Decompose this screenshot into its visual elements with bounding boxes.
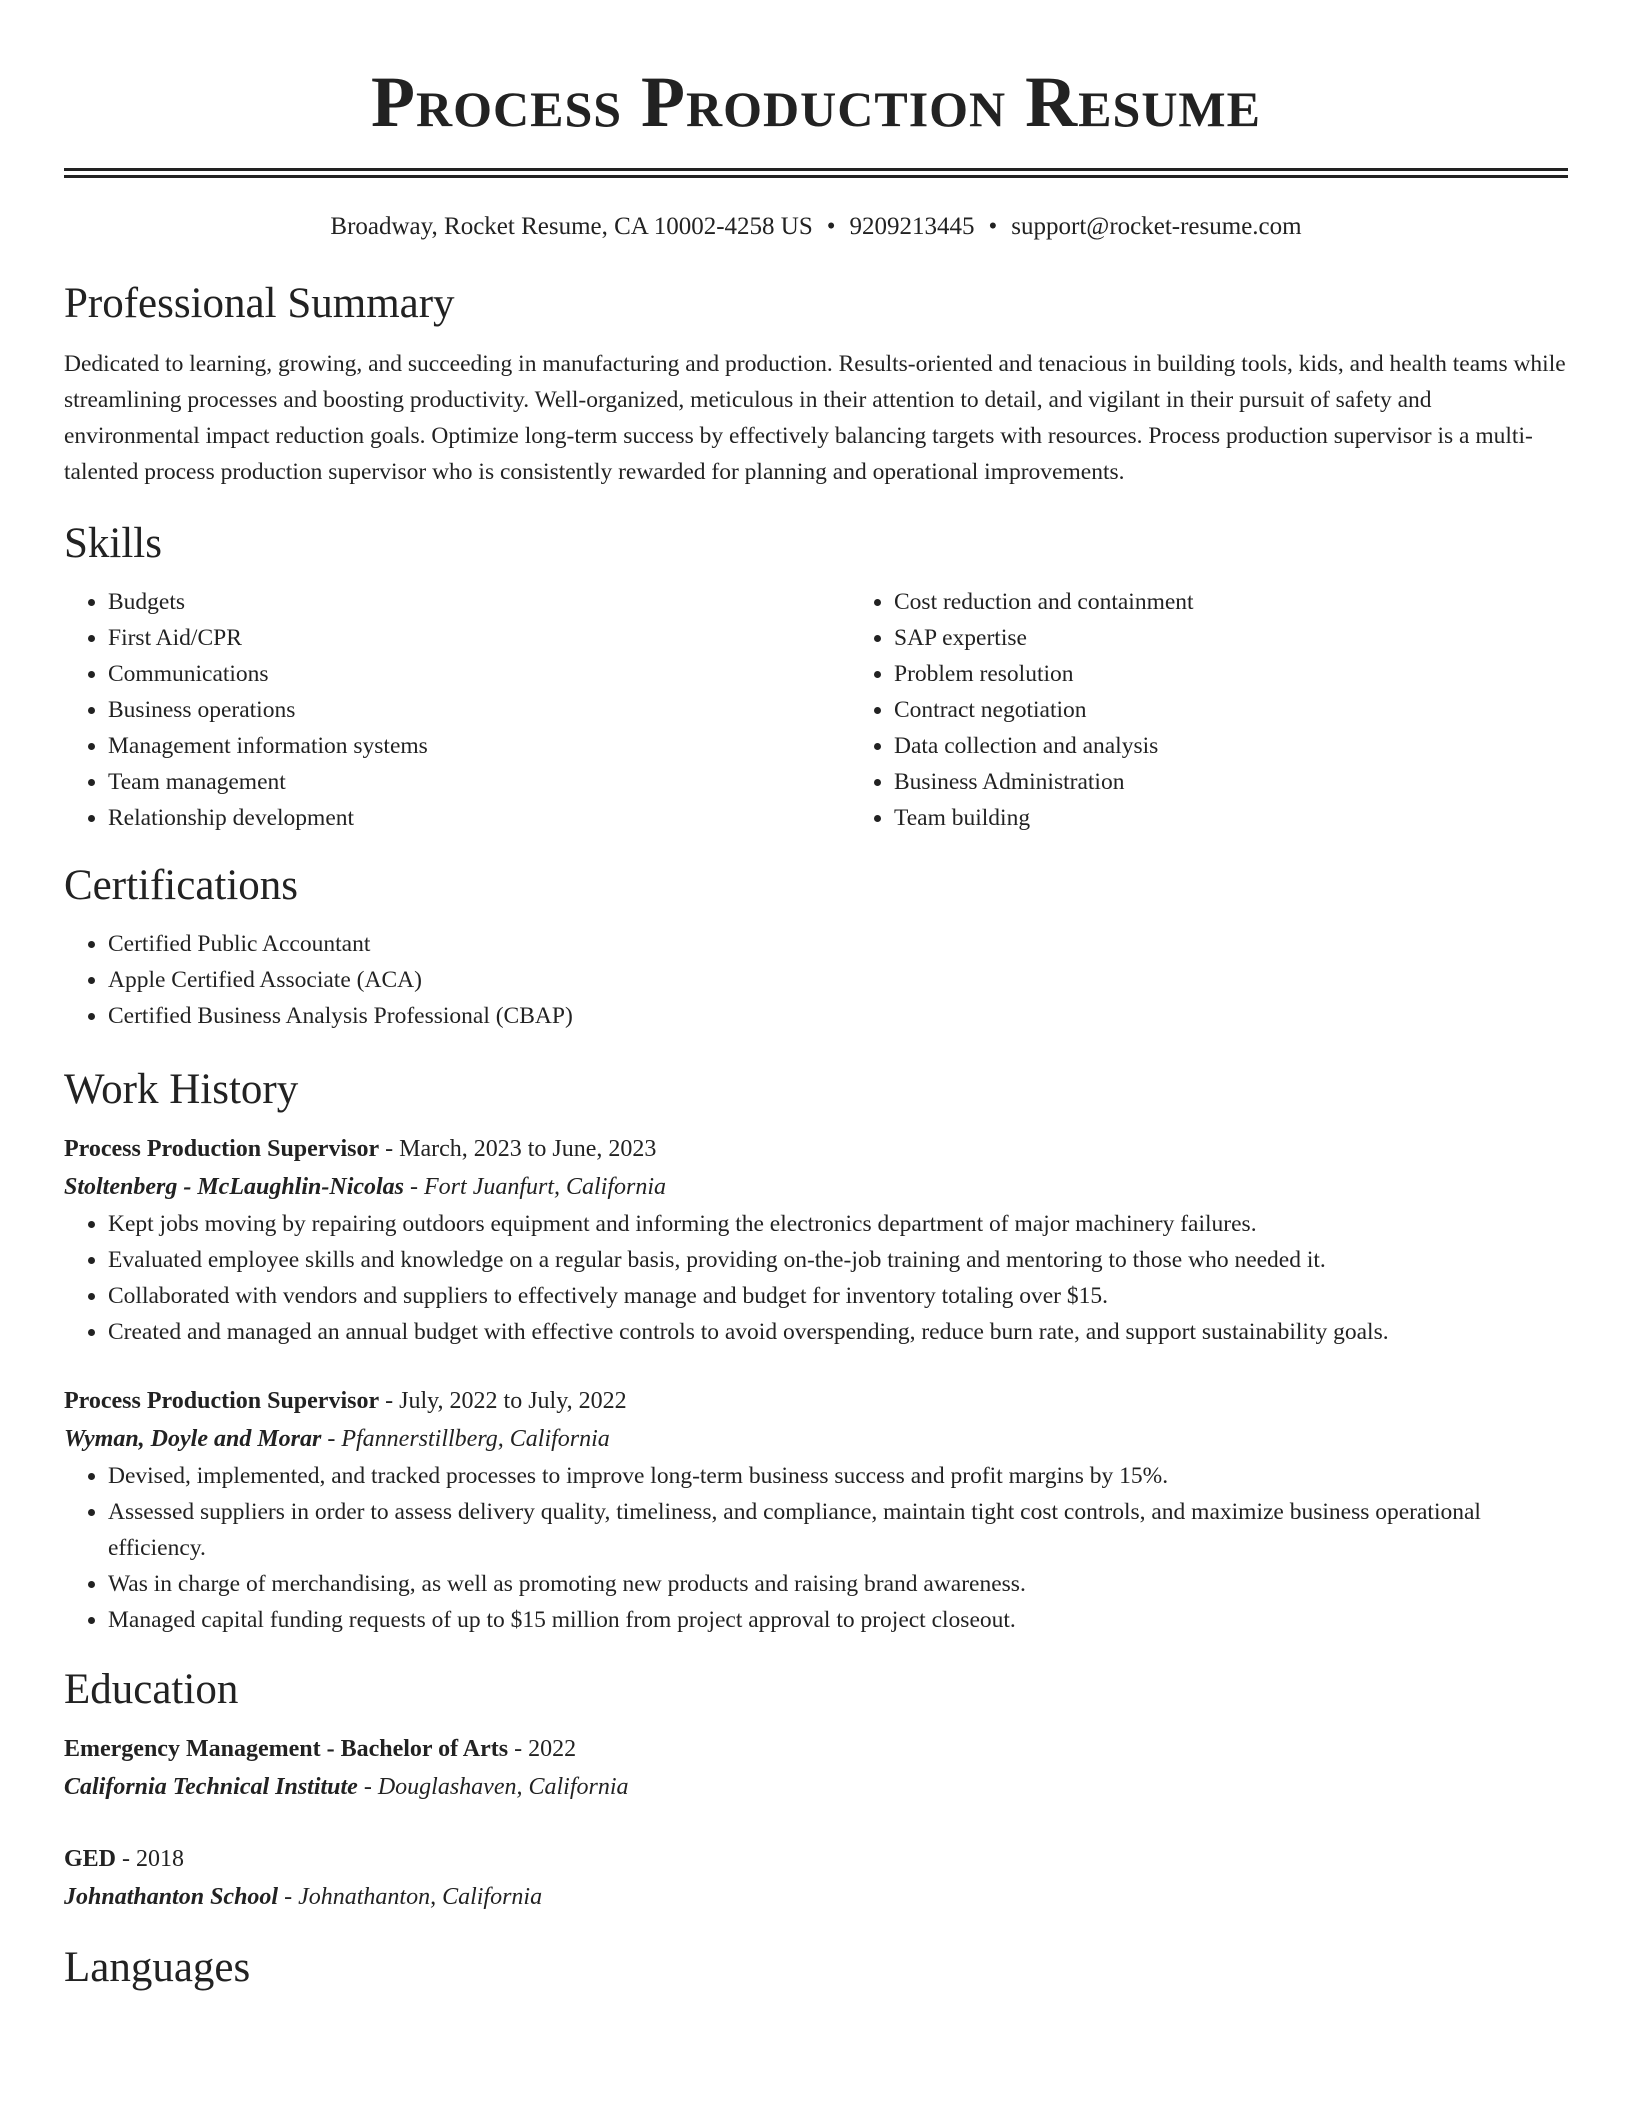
summary-text: Dedicated to learning, growing, and succeeding in manufacturing and production. Results-oriented and tenacious in building tools, kids, and health teams while streamlining processes and boosting productivity. Well-organized, meticulous in their attention to detail, and vigilant in their pursuit of safety and environmental impact reduction goals. Optimize long-term success by effectively balancing targets with resources. Process production supervisor is a multi-talented process production supervisor who is consistently rewarded for planning and operational improvements. [64, 351, 1566, 485]
job-bullet: • Assessed suppliers in order to assess delivery quality, timeliness, and compliance, maintain tight cost controls, and maximize business operational efficiency. [108, 1494, 1568, 1566]
job-bullet: • Kept jobs moving by repairing outdoors equipment and informing the electronics department of major machinery failures. [108, 1206, 1568, 1242]
skill-item: • Business operations [108, 692, 850, 728]
skill-item: • Budgets [108, 584, 850, 620]
skill-item: • Relationship development [108, 800, 850, 836]
contact-address: Broadway, Rocket Resume, CA 10002-4258 US [330, 213, 813, 240]
work-history-section [64, 1064, 1568, 1638]
skill-item: • Business Administration [894, 764, 1632, 800]
education-section [64, 1664, 1568, 1916]
section-heading-certifications: Certifications [64, 862, 299, 909]
job-company-line [64, 1168, 1568, 1206]
contact-line [64, 210, 1568, 244]
education-year: - 2022 [508, 1736, 577, 1762]
skill-item: • First Aid/CPR [108, 620, 850, 656]
skills-section [64, 518, 1568, 836]
skills-list-right [850, 584, 1632, 836]
certification-item: • Certified Business Analysis Professional (CBAP) [108, 998, 1568, 1034]
job-company: Wyman, Doyle and Morar [64, 1426, 322, 1452]
skill-item: • Management information systems [108, 728, 850, 764]
title-double-rule [64, 168, 1568, 178]
education-degree: Emergency Management - Bachelor of Arts [64, 1736, 509, 1762]
certifications-list [64, 926, 1568, 1034]
section-heading-summary: Professional Summary [64, 280, 455, 327]
job-company: Stoltenberg - McLaughlin-Nicolas [64, 1174, 405, 1200]
job-title: Process Production Supervisor [64, 1136, 380, 1162]
languages-section [64, 1942, 1568, 1994]
job-bullet: • Collaborated with vendors and suppliers to effectively manage and budget for inventory totaling over $15. [108, 1278, 1568, 1314]
contact-separator: • [988, 213, 998, 240]
job-entry [64, 1382, 1568, 1638]
job-entry [64, 1130, 1568, 1350]
skill-item: • Contract negotiation [894, 692, 1632, 728]
job-bullet: • Created and managed an annual budget with effective controls to avoid overspending, reduce burn rate, and support sustainability goals. [108, 1314, 1568, 1350]
education-degree-line [64, 1840, 1568, 1878]
job-bullets [64, 1458, 1568, 1638]
certification-item: • Certified Public Accountant [108, 926, 1568, 962]
education-school: California Technical Institute [64, 1774, 358, 1800]
skill-item: • Cost reduction and containment [894, 584, 1632, 620]
job-company-line [64, 1420, 1568, 1458]
contact-email: support@rocket-resume.com [1011, 213, 1302, 240]
education-school-line [64, 1878, 1568, 1916]
resume-title: Process Production Resume [371, 62, 1261, 142]
job-bullet: • Devised, implemented, and tracked processes to improve long-term business success and profit margins by 15%. [108, 1458, 1568, 1494]
section-heading-work-history: Work History [64, 1066, 299, 1113]
job-location: - Pfannerstillberg, California [321, 1426, 610, 1452]
job-title: Process Production Supervisor [64, 1388, 380, 1414]
education-year: - 2018 [116, 1846, 185, 1872]
contact-separator: • [826, 213, 836, 240]
job-dates: - March, 2023 to June, 2023 [379, 1136, 657, 1162]
certification-item: • Apple Certified Associate (ACA) [108, 962, 1568, 998]
section-heading-languages: Languages [64, 1944, 251, 1991]
summary-section [64, 278, 1568, 490]
job-bullet: • Evaluated employee skills and knowledge on a regular basis, providing on-the-job training and mentoring to those who needed it. [108, 1242, 1568, 1278]
skills-grid [64, 584, 1568, 836]
job-bullets [64, 1206, 1568, 1350]
job-title-line [64, 1130, 1568, 1168]
education-location: - Johnathanton, California [278, 1884, 543, 1910]
education-entry [64, 1840, 1568, 1916]
skill-item: • Data collection and analysis [894, 728, 1632, 764]
skill-item: • Communications [108, 656, 850, 692]
education-degree-line [64, 1730, 1568, 1768]
education-school: Johnathanton School [64, 1884, 279, 1910]
education-location: - Douglashaven, California [357, 1774, 629, 1800]
education-degree: GED [64, 1846, 117, 1872]
section-heading-skills: Skills [64, 520, 162, 567]
education-school-line [64, 1768, 1568, 1806]
skill-item: • Problem resolution [894, 656, 1632, 692]
skill-item: • Team management [108, 764, 850, 800]
job-title-line [64, 1382, 1568, 1420]
job-bullet: • Managed capital funding requests of up to $15 million from project approval to project closeout. [108, 1602, 1568, 1638]
skills-list-left [64, 584, 850, 836]
job-dates: - July, 2022 to July, 2022 [379, 1388, 627, 1414]
education-entry [64, 1730, 1568, 1806]
certifications-section [64, 860, 1568, 1034]
contact-phone: 9209213445 [849, 213, 975, 240]
job-bullet: • Was in charge of merchandising, as well as promoting new products and raising brand awareness. [108, 1566, 1568, 1602]
skill-item: • Team building [894, 800, 1632, 836]
job-location: - Fort Juanfurt, California [404, 1174, 667, 1200]
section-heading-education: Education [64, 1666, 239, 1713]
skill-item: • SAP expertise [894, 620, 1632, 656]
